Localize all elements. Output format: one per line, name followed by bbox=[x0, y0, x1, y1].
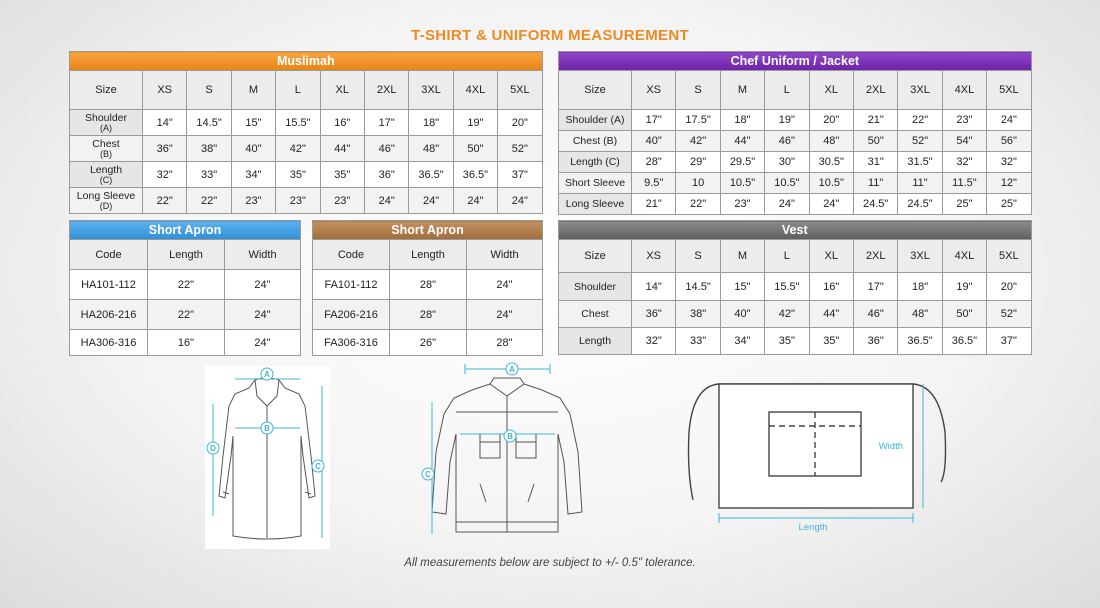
size-xs: XS bbox=[143, 71, 187, 110]
table-cell: 52" bbox=[898, 131, 942, 152]
table-cell: 14" bbox=[632, 273, 676, 301]
row-label: Shoulder bbox=[559, 273, 632, 301]
table-row bbox=[559, 152, 1032, 173]
table-cell: 28" bbox=[632, 152, 676, 173]
table-cell: HA101-112 bbox=[70, 270, 148, 300]
table-cell: 11" bbox=[853, 173, 897, 194]
table-cell: 30.5" bbox=[809, 152, 853, 173]
table-cell: 24.5" bbox=[898, 194, 942, 215]
row-label: Chest (B) bbox=[70, 136, 143, 162]
table-cell: 52" bbox=[498, 136, 542, 162]
table-cell: 18" bbox=[720, 110, 764, 131]
row-label: Long Sleeve bbox=[559, 194, 632, 215]
column-header: Width bbox=[467, 240, 543, 270]
table-cell: 19" bbox=[942, 273, 986, 301]
table-cell: 18" bbox=[898, 273, 942, 301]
apron-blue-heading: Short Apron bbox=[70, 221, 301, 240]
table-cell: 44" bbox=[809, 301, 853, 328]
row-label: Short Sleeve bbox=[559, 173, 632, 194]
table-cell: 24" bbox=[809, 194, 853, 215]
table-cell: 23" bbox=[231, 188, 275, 214]
table-cell: 29" bbox=[676, 152, 720, 173]
table-cell: 36.5" bbox=[409, 162, 453, 188]
table-cell: 35" bbox=[809, 328, 853, 355]
size-2xl: 2XL bbox=[853, 240, 897, 273]
table-cell: 24" bbox=[409, 188, 453, 214]
size-4xl: 4XL bbox=[453, 71, 497, 110]
column-header: Code bbox=[70, 240, 148, 270]
table-cell: 46" bbox=[364, 136, 408, 162]
table-cell: 36" bbox=[364, 162, 408, 188]
table-cell: 14" bbox=[143, 110, 187, 136]
size-m: M bbox=[231, 71, 275, 110]
size-3xl: 3XL bbox=[898, 240, 942, 273]
table-cell: 15" bbox=[231, 110, 275, 136]
table-cell: 46" bbox=[853, 301, 897, 328]
table-cell: 10.5" bbox=[809, 173, 853, 194]
size-m: M bbox=[720, 240, 764, 273]
table-row bbox=[70, 270, 301, 300]
row-label: Chest (B) bbox=[559, 131, 632, 152]
size-s: S bbox=[187, 71, 231, 110]
table-cell: FA306-316 bbox=[313, 330, 390, 356]
table-row bbox=[559, 110, 1032, 131]
table-cell: 22" bbox=[187, 188, 231, 214]
table-cell: 22" bbox=[148, 300, 225, 330]
table-cell: 22" bbox=[676, 194, 720, 215]
tolerance-footnote: All measurements below are subject to +/- 0.5" tolerance. bbox=[404, 557, 696, 569]
table-cell: 15.5" bbox=[276, 110, 320, 136]
table-cell: 23" bbox=[320, 188, 364, 214]
size-xl: XL bbox=[809, 71, 853, 110]
row-label: Length (C) bbox=[559, 152, 632, 173]
table-row bbox=[559, 173, 1032, 194]
table-cell: 36" bbox=[632, 301, 676, 328]
table-cell: 33" bbox=[676, 328, 720, 355]
table-cell: 26" bbox=[390, 330, 467, 356]
row-label: Length bbox=[559, 328, 632, 355]
column-header: Width bbox=[225, 240, 301, 270]
page-title: T-SHIRT & UNIFORM MEASUREMENT bbox=[411, 27, 689, 44]
table-cell: 44" bbox=[320, 136, 364, 162]
table-row bbox=[70, 300, 301, 330]
table-cell: 24" bbox=[453, 188, 497, 214]
table-cell: 21" bbox=[853, 110, 897, 131]
table-cell: 24" bbox=[987, 110, 1032, 131]
row-label: Chest bbox=[559, 301, 632, 328]
chef-heading: Chef Uniform / Jacket bbox=[559, 52, 1032, 71]
table-cell: 15" bbox=[720, 273, 764, 301]
table-row bbox=[313, 270, 543, 300]
table-cell: 32" bbox=[942, 152, 986, 173]
table-cell: 35" bbox=[765, 328, 809, 355]
size-xl: XL bbox=[809, 240, 853, 273]
table-cell: 50" bbox=[853, 131, 897, 152]
table-cell: 24" bbox=[467, 300, 543, 330]
table-cell: 25" bbox=[942, 194, 986, 215]
table-row bbox=[559, 301, 1032, 328]
size-5xl: 5XL bbox=[987, 71, 1032, 110]
apron-width-label: Width bbox=[878, 441, 903, 452]
table-cell: 52" bbox=[987, 301, 1031, 328]
table-cell: 50" bbox=[942, 301, 986, 328]
size-header: Size bbox=[70, 71, 143, 110]
table-cell: 15.5" bbox=[765, 273, 809, 301]
table-row bbox=[559, 131, 1032, 152]
table-cell: 37" bbox=[987, 328, 1031, 355]
size-2xl: 2XL bbox=[364, 71, 408, 110]
table-cell: 24" bbox=[364, 188, 408, 214]
size-4xl: 4XL bbox=[942, 71, 986, 110]
table-cell: 56" bbox=[987, 131, 1032, 152]
marker-b: B bbox=[264, 424, 270, 433]
marker-c: C bbox=[315, 462, 321, 471]
table-cell: 35" bbox=[276, 162, 320, 188]
table-cell: 48" bbox=[409, 136, 453, 162]
table-cell: 44" bbox=[720, 131, 764, 152]
table-cell: 42" bbox=[765, 301, 809, 328]
table-cell: 20" bbox=[809, 110, 853, 131]
table-cell: HA306-316 bbox=[70, 330, 148, 356]
muslimah-garment-diagram bbox=[205, 366, 330, 551]
size-header: Size bbox=[559, 240, 632, 273]
size-m: M bbox=[720, 71, 764, 110]
table-cell: 29.5" bbox=[720, 152, 764, 173]
vest-table bbox=[558, 220, 1032, 355]
table-cell: 20" bbox=[498, 110, 542, 136]
table-cell: 17" bbox=[632, 110, 676, 131]
table-cell: 46" bbox=[765, 131, 809, 152]
table-cell: 23" bbox=[942, 110, 986, 131]
table-cell: 48" bbox=[809, 131, 853, 152]
table-cell: 21" bbox=[632, 194, 676, 215]
table-cell: FA206-216 bbox=[313, 300, 390, 330]
size-5xl: 5XL bbox=[498, 71, 542, 110]
table-row bbox=[70, 110, 543, 136]
table-cell: 24" bbox=[225, 330, 301, 356]
short-apron-table-brown bbox=[312, 220, 543, 356]
table-cell: 35" bbox=[320, 162, 364, 188]
size-3xl: 3XL bbox=[898, 71, 942, 110]
table-cell: 10 bbox=[676, 173, 720, 194]
table-row bbox=[559, 273, 1032, 301]
size-l: L bbox=[276, 71, 320, 110]
table-cell: 28" bbox=[467, 330, 543, 356]
table-row bbox=[70, 330, 301, 356]
table-cell: 22" bbox=[148, 270, 225, 300]
chef-uniform-table bbox=[558, 51, 1032, 215]
table-cell: 31.5" bbox=[898, 152, 942, 173]
table-cell: 24.5" bbox=[853, 194, 897, 215]
table-cell: 17" bbox=[364, 110, 408, 136]
table-cell: 38" bbox=[676, 301, 720, 328]
table-cell: 28" bbox=[390, 300, 467, 330]
table-cell: 24" bbox=[467, 270, 543, 300]
table-cell: 40" bbox=[720, 301, 764, 328]
table-cell: 16" bbox=[320, 110, 364, 136]
table-cell: 38" bbox=[187, 136, 231, 162]
table-cell: 10.5" bbox=[720, 173, 764, 194]
size-l: L bbox=[765, 240, 809, 273]
table-cell: HA206-216 bbox=[70, 300, 148, 330]
column-header: Length bbox=[148, 240, 225, 270]
table-cell: 24" bbox=[225, 270, 301, 300]
marker-d: D bbox=[210, 444, 216, 453]
table-cell: 18" bbox=[409, 110, 453, 136]
table-cell: 32" bbox=[632, 328, 676, 355]
apron-brown-heading: Short Apron bbox=[313, 221, 543, 240]
vest-heading: Vest bbox=[559, 221, 1032, 240]
row-label: Long Sleeve (D) bbox=[70, 188, 143, 214]
table-cell: 24" bbox=[225, 300, 301, 330]
chef-jacket-diagram bbox=[420, 362, 595, 552]
table-cell: 30" bbox=[765, 152, 809, 173]
size-xl: XL bbox=[320, 71, 364, 110]
marker-c: C bbox=[425, 470, 431, 479]
table-cell: 28" bbox=[390, 270, 467, 300]
column-header: Code bbox=[313, 240, 390, 270]
table-cell: 24" bbox=[765, 194, 809, 215]
table-cell: 31" bbox=[853, 152, 897, 173]
short-apron-table-blue bbox=[69, 220, 301, 356]
table-row bbox=[559, 328, 1032, 355]
table-cell: 32" bbox=[987, 152, 1032, 173]
size-xs: XS bbox=[632, 71, 676, 110]
size-5xl: 5XL bbox=[987, 240, 1031, 273]
table-cell: 16" bbox=[148, 330, 225, 356]
table-cell: 42" bbox=[676, 131, 720, 152]
size-header: Size bbox=[559, 71, 632, 110]
table-cell: 40" bbox=[632, 131, 676, 152]
marker-a: A bbox=[264, 370, 270, 379]
table-cell: 37" bbox=[498, 162, 542, 188]
table-cell: 54" bbox=[942, 131, 986, 152]
apron-length-label: Length bbox=[798, 522, 828, 533]
table-cell: 17.5" bbox=[676, 110, 720, 131]
table-cell: 34" bbox=[720, 328, 764, 355]
size-xs: XS bbox=[632, 240, 676, 273]
table-cell: 14.5" bbox=[676, 273, 720, 301]
table-row bbox=[313, 330, 543, 356]
muslimah-table bbox=[69, 51, 543, 214]
row-label: Length (C) bbox=[70, 162, 143, 188]
table-cell: 36.5" bbox=[898, 328, 942, 355]
table-cell: 12" bbox=[987, 173, 1032, 194]
table-cell: 36.5" bbox=[942, 328, 986, 355]
row-label: Shoulder (A) bbox=[70, 110, 143, 136]
table-cell: 14.5" bbox=[187, 110, 231, 136]
table-cell: 50" bbox=[453, 136, 497, 162]
table-cell: 22" bbox=[143, 188, 187, 214]
table-cell: 19" bbox=[453, 110, 497, 136]
size-s: S bbox=[676, 240, 720, 273]
table-cell: 11.5" bbox=[942, 173, 986, 194]
table-cell: 36" bbox=[143, 136, 187, 162]
table-cell: 20" bbox=[987, 273, 1031, 301]
size-3xl: 3XL bbox=[409, 71, 453, 110]
table-cell: 9.5" bbox=[632, 173, 676, 194]
table-row bbox=[70, 188, 543, 214]
table-cell: 48" bbox=[898, 301, 942, 328]
apron-diagram bbox=[683, 372, 953, 537]
row-label: Shoulder (A) bbox=[559, 110, 632, 131]
marker-a: A bbox=[509, 365, 515, 374]
table-cell: 22" bbox=[898, 110, 942, 131]
table-cell: 36" bbox=[853, 328, 897, 355]
table-row bbox=[70, 162, 543, 188]
table-cell: 19" bbox=[765, 110, 809, 131]
size-4xl: 4XL bbox=[942, 240, 986, 273]
table-cell: 24" bbox=[498, 188, 542, 214]
table-cell: 40" bbox=[231, 136, 275, 162]
table-cell: 23" bbox=[720, 194, 764, 215]
table-cell: 25" bbox=[987, 194, 1032, 215]
table-row bbox=[313, 300, 543, 330]
size-s: S bbox=[676, 71, 720, 110]
table-cell: 42" bbox=[276, 136, 320, 162]
marker-b: B bbox=[507, 432, 513, 441]
table-cell: FA101-112 bbox=[313, 270, 390, 300]
table-row bbox=[559, 194, 1032, 215]
table-cell: 17" bbox=[853, 273, 897, 301]
column-header: Length bbox=[390, 240, 467, 270]
table-cell: 32" bbox=[143, 162, 187, 188]
table-cell: 16" bbox=[809, 273, 853, 301]
size-l: L bbox=[765, 71, 809, 110]
table-cell: 23" bbox=[276, 188, 320, 214]
table-row bbox=[70, 136, 543, 162]
table-cell: 11" bbox=[898, 173, 942, 194]
table-cell: 34" bbox=[231, 162, 275, 188]
table-cell: 33" bbox=[187, 162, 231, 188]
table-cell: 10.5" bbox=[765, 173, 809, 194]
table-cell: 36.5" bbox=[453, 162, 497, 188]
size-2xl: 2XL bbox=[853, 71, 897, 110]
muslimah-heading: Muslimah bbox=[70, 52, 543, 71]
